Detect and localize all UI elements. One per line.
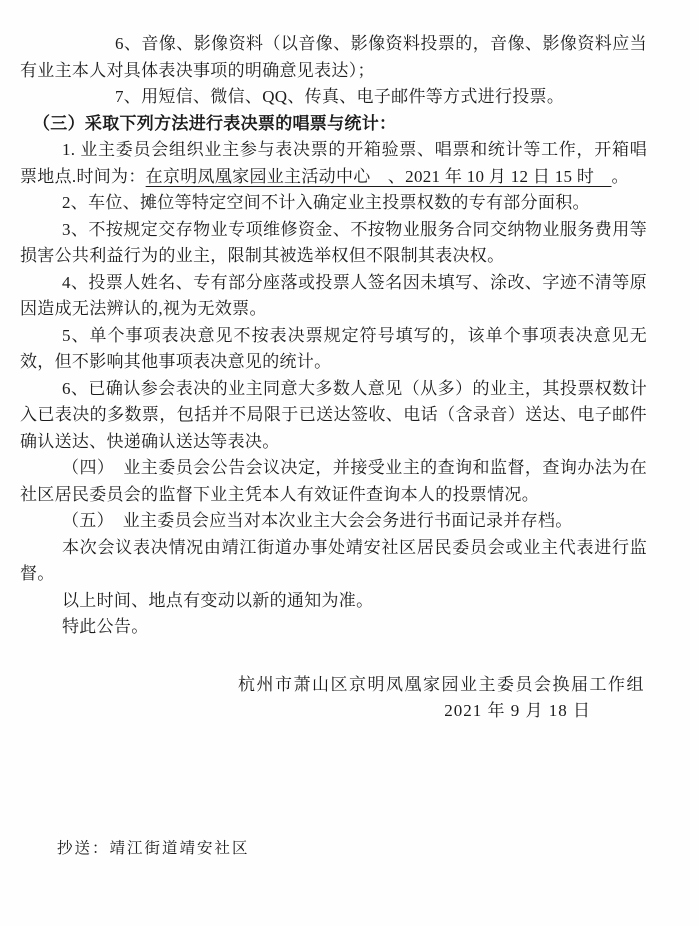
- change-notice: 以上时间、地点有变动以新的通知为准。: [62, 590, 374, 610]
- signature-date: 2021 年 9 月 18 日: [444, 701, 591, 720]
- supervision-note: 本次会议表决情况由靖江街道办事处靖安社区居民委员会或业主代表进行监督。: [20, 537, 647, 583]
- list-item-6-audio-video: 6、音像、影像资料（以音像、影像资料投票的，音像、影像资料应当有业主本人对具体表决事项的明确意见表达）；: [20, 34, 647, 80]
- item-1-suffix-text: 。: [611, 166, 629, 186]
- signature-block: [20, 672, 647, 725]
- list-item-5-single-item: 5、单个事项表决意见不按表决票规定符号填写的，该单个事项表决意见无效，但不影响其他事项表决意见的统计。: [20, 325, 647, 371]
- cc-recipients-line: 抄送：靖江街道靖安社区: [57, 839, 250, 857]
- signature-organization: 杭州市萧山区京明凤凰家园业主委员会换届工作组: [238, 674, 645, 694]
- list-item-4-invalid-ballot: 4、投票人姓名、专有部分座落或投票人签名因未填写、涂改、字迹不清等原因造成无法辨认的,视为无效票。: [20, 272, 647, 318]
- item-1-prefix-text: 1. 业主委员会组织业主参与表决票的开箱验票、唱票和统计等工作，开箱唱票地点.时间为：: [20, 140, 647, 186]
- section-4-announce: （四） 业主委员会公告会议决定，并接受业主的查询和监督，查询办法为在社区居民委员会的监督下业主凭本人有效证件查询本人的投票情况。: [20, 458, 647, 504]
- filled-blank-location-time: 在京明凤凰家园业主活动中心 、2021 年 10 月 12 日 15 时: [145, 166, 612, 186]
- list-item-2-parking: 2、车位、摊位等特定空间不计入确定业主投票权数的专有部分面积。: [62, 193, 590, 212]
- section-3-heading: （三）采取下列方法进行表决票的唱票与统计：: [33, 113, 397, 133]
- list-item-7-message-vote: 7、用短信、微信、QQ、传真、电子邮件等方式进行投票。: [115, 87, 565, 106]
- closing-statement: 特此公告。: [62, 617, 149, 636]
- list-item-3-fees: 3、不按规定交存物业专项维修资金、不按物业服务合同交纳物业服务费用等损害公共利益行为的业主，限制其被选举权但不限制其表决权。: [20, 219, 647, 265]
- section-5-record: （五） 业主委员会应当对本次业主大会会务进行书面记录并存档。: [62, 511, 573, 530]
- list-item-1-counting: [20, 137, 647, 190]
- list-item-6-majority: 6、已确认参会表决的业主同意大多数人意见（从多）的业主，其投票权数计入已表决的多数票，包括并不局限于已送达签收、电话（含录音）送达、电子邮件确认送达、快递确认送达等表决。: [20, 378, 647, 451]
